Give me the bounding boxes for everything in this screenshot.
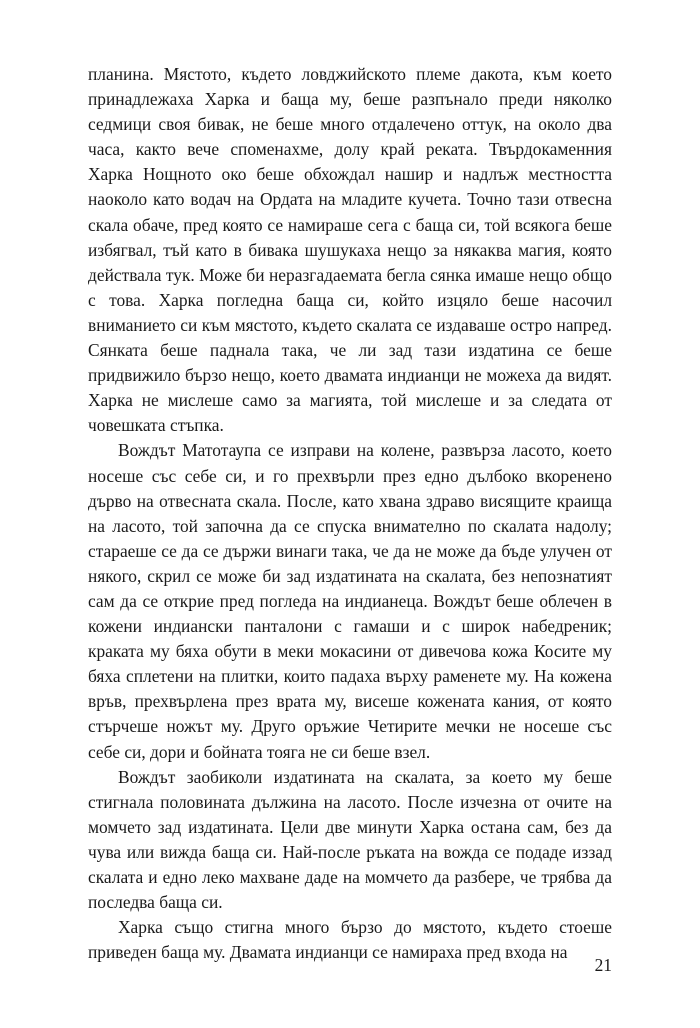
paragraph-1: планина. Мястото, където ловджийското племе дакота, към което принадлежаха Харка и баща му, беше разпънало преди няколко седмици своя бивак, не беше много отдалечено оттук, на около два часа, както вече споменахме, долу край реката. Твърдокаменния Харка Нощното око беше обхождал нашир и надлъж местността наоколо като водач на Ордата на младите кучета. Точно тази отвесна скала обаче, пред която се намираше сега с баща си, той всякога беше избягвал, тъй като в бивака шушукаха нещо за някаква магия, която действала тук. Може би неразгадаемата бегла сянка имаше нещо общо с това. Харка погледна баща си, който изцяло беше насочил вниманието си към мястото, където скалата се издаваше остро напред. Сянката беше паднала така, че ли зад тази издатина се беше придвижило бързо нещо, което двамата индианци не можеха да видят. Харка не мислеше само за магията, той мислеше и за следата от човешката стъпка. xyxy=(88,64,612,436)
paragraph-3: Вождът заобиколи издатината на скалата, за което му беше стигнала половината дължина на ласото. После изчезна от очите на момчето зад издатината. Цели две минути Харка остана сам, без да чува или вижда баща си. Най-после ръката на вожда се подаде иззад скалата и едно леко махване даде на момчето да разбере, че трябва да последва баща си. xyxy=(88,766,612,913)
body-text xyxy=(88,62,612,965)
paragraph-2: Вождът Матотаупа се изправи на колене, развърза ласото, което носеше със себе си, и го прехвърли през едно дълбоко вкоренено дърво на отвесната скала. После, като хвана здраво висящите краища на ласото, той започна да се спуска внимателно по скалата надолу; стараеше се да се държи винаги така, че да не може да бъде улучен от някого, скрил се може би зад издатината на скалата, без непознатият сам да се открие пред погледа на индианеца. Вождът беше облечен в кожени индиански панталони с гамаши и с широк набедреник; краката му бяха обути в меки мокасини от дивечова кожа Косите му бяха сплетени на плитки, които падаха върху раменете му. На кожена връв, прехвърлена през врата му, висеше кожената кания, от която стърчеше ножът му. Друго оръжие Четирите мечки не носеше със себе си, дори и бойната тояга не си беше взел. xyxy=(88,440,612,762)
page-number: 21 xyxy=(594,955,612,975)
paragraph-4: Харка също стигна много бързо до мястото, където стоеше приведен баща му. Двамата индианци се намираха пред входа на xyxy=(88,917,612,963)
